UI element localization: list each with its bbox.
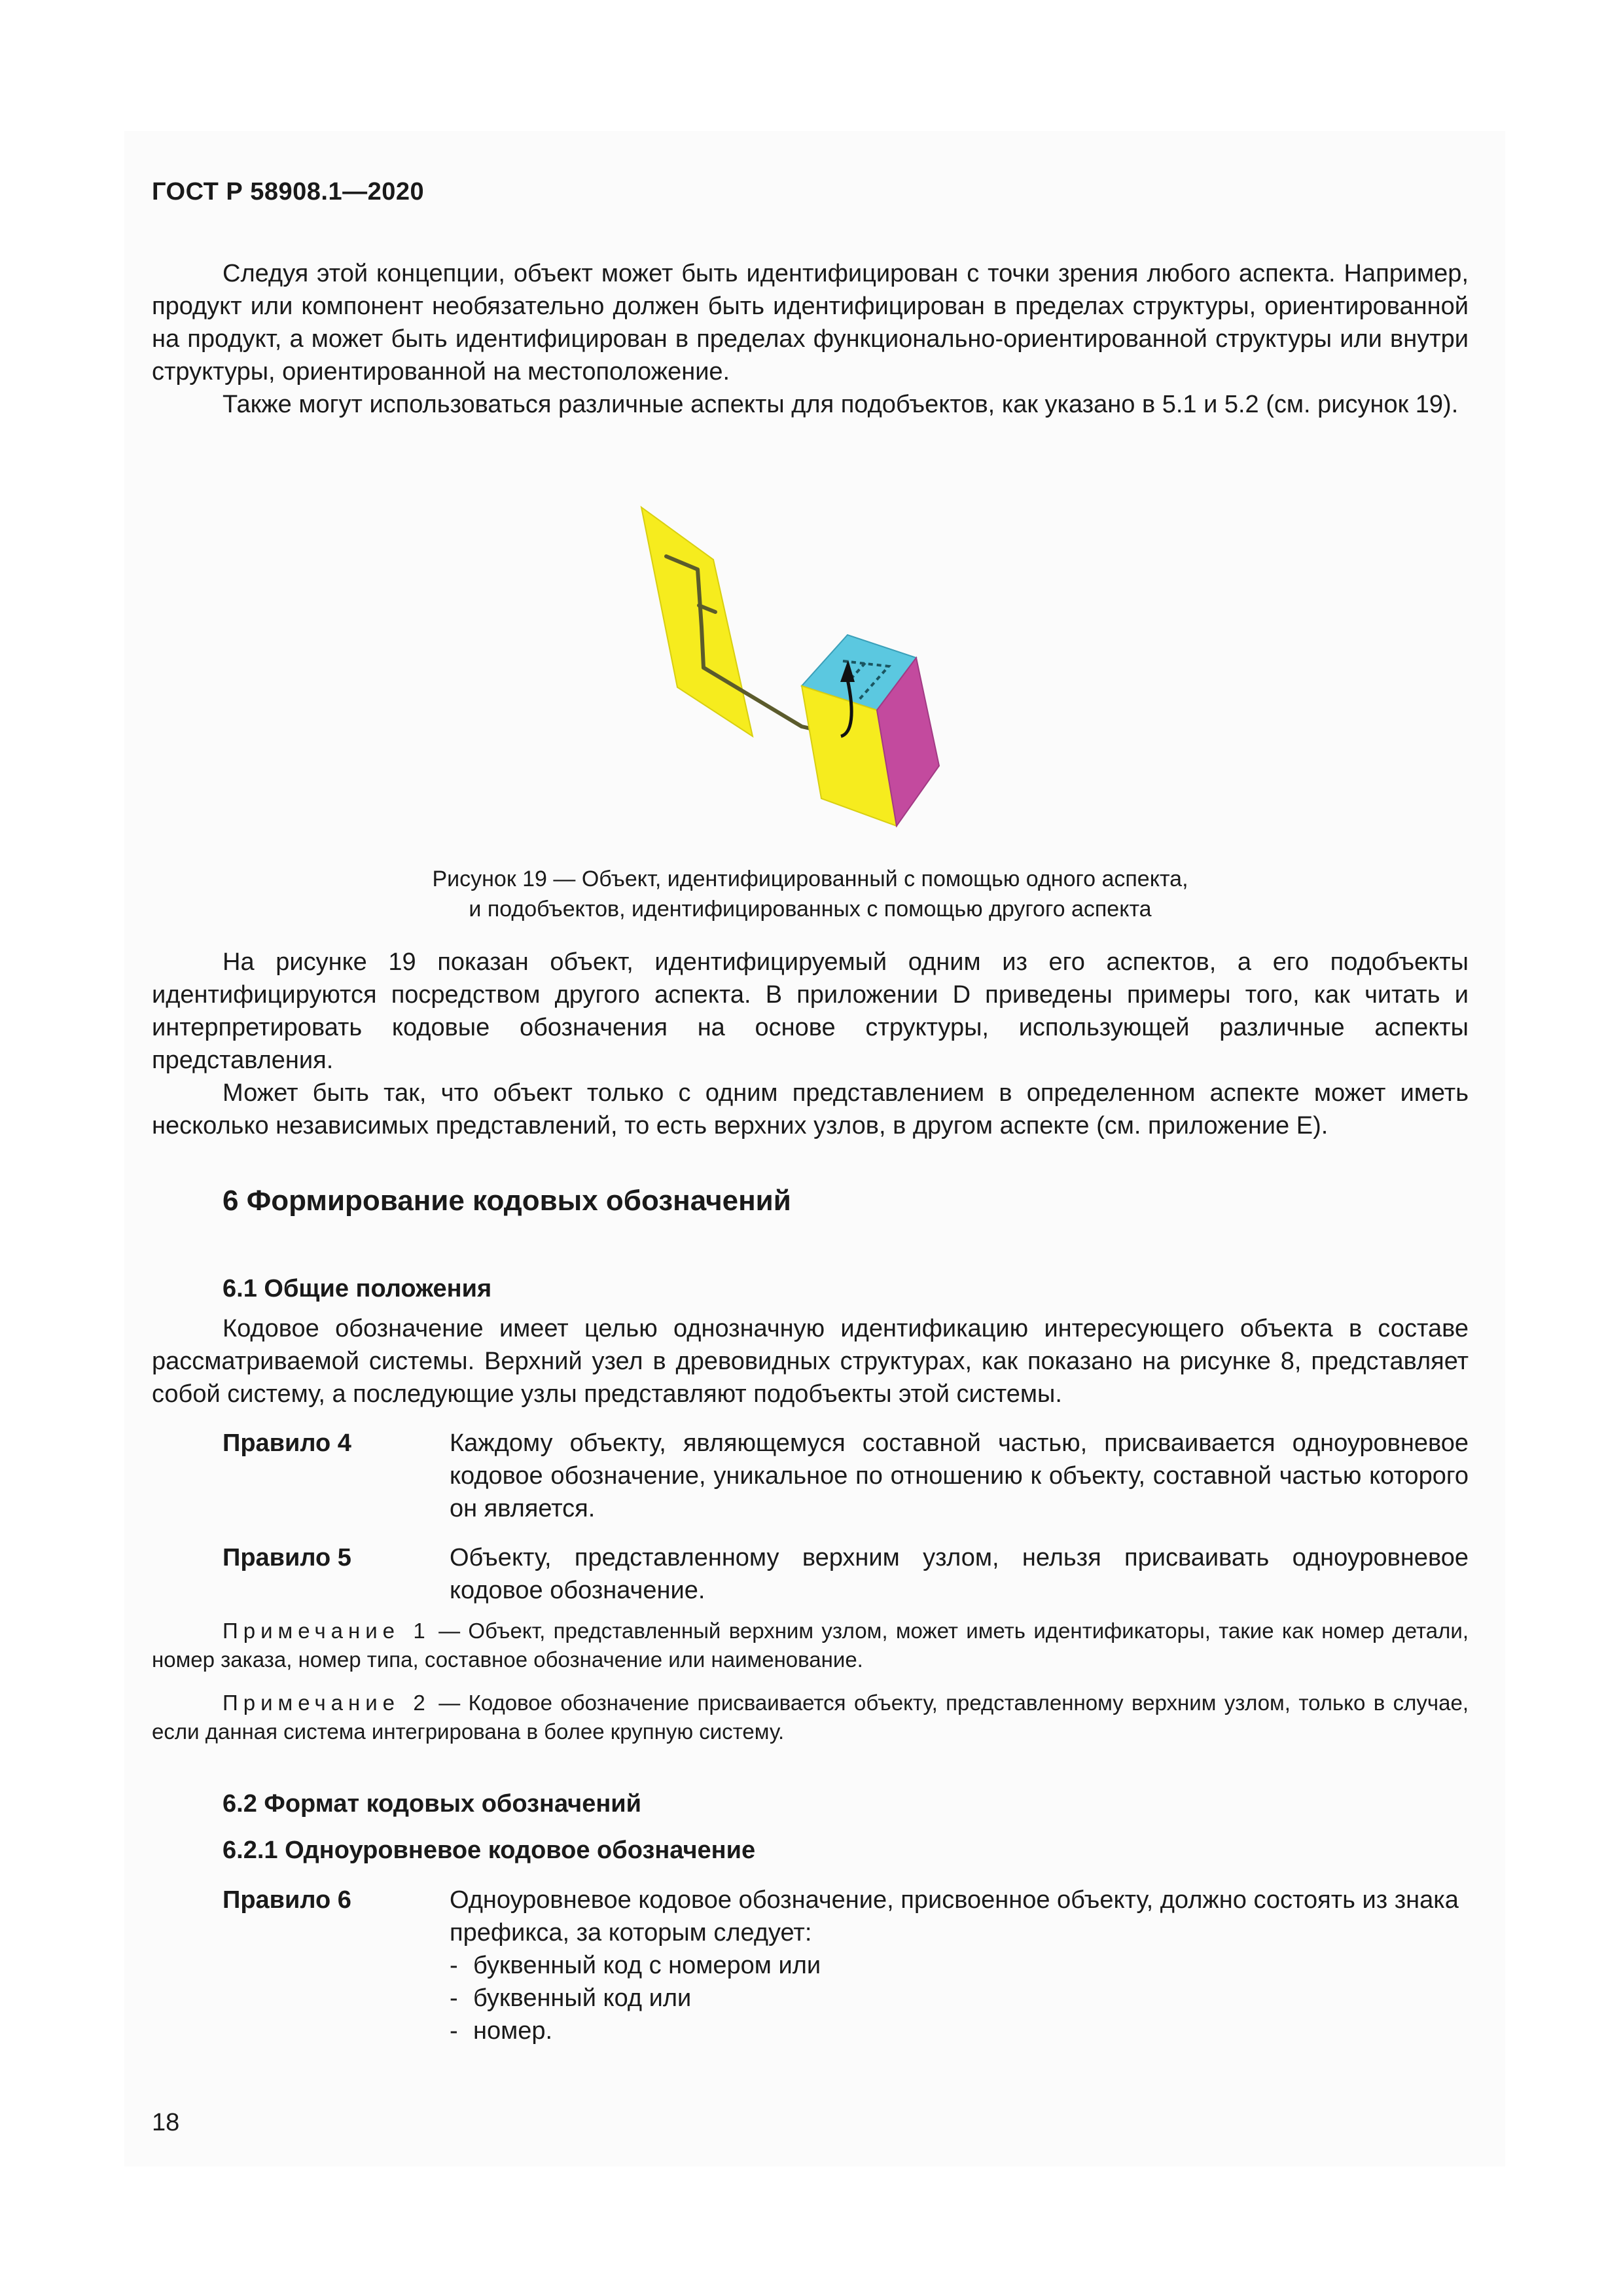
- list-item: - буквенный код или: [450, 1982, 1469, 2015]
- section-6-1-title: 6.1 Общие положения: [223, 1275, 492, 1302]
- rule-6-text: [450, 1884, 1469, 2047]
- list-item: - буквенный код с номером или: [450, 1949, 1469, 1982]
- rule-5: [223, 1541, 1469, 1607]
- note-1: [152, 1617, 1469, 1674]
- after-figure-text: [152, 946, 1469, 1142]
- after-figure-paragraph-2: Может быть так, что объект только с одним представлением в определенном аспекте может иметь несколько независимых представлений, то есть верхних узлов, в другом аспекте (см. приложение E).: [152, 1079, 1469, 1139]
- caption-line-2: и подобъектов, идентифицированных с помощью другого аспекта: [469, 897, 1152, 922]
- dash-marker: -: [450, 1984, 458, 2012]
- note-2-text: — Кодовое обозначение присваивается объекту, представленному верхним узлом, только в случае, если данная система интегрирована в более крупную систему.: [152, 1691, 1469, 1744]
- figure-19-diagram: [622, 497, 988, 864]
- rule-6-intro: Одноуровневое кодовое обозначение, присвоенное объекту, должно состоять из знака префикса, за которым следует:: [450, 1886, 1459, 1946]
- rule-6: [223, 1884, 1469, 2047]
- rule-4-text: Каждому объекту, являющемуся составной частью, присваивается одноуровневое кодовое обозначение, уникальное по отношению к объекту, составной частью которого он является.: [450, 1429, 1469, 1522]
- figure-caption: [152, 864, 1469, 924]
- intro-paragraph-1: Следуя этой концепции, объект может быть идентифицирован с точки зрения любого аспекта. Например, продукт или компонент необязательно должен быть идентифицирован в пределах структуры, ориентированной на продукт, а может быть идентифицирован в пределах функционально-ориентированной структуры или внутри структуры, ориентированной на местоположение.: [152, 260, 1469, 386]
- aspect-plane: [641, 507, 753, 736]
- list-item: - номер.: [450, 2015, 1469, 2047]
- section-6-2-1-title: 6.2.1 Одноуровневое кодовое обозначение: [223, 1837, 756, 1864]
- rule-6-label: Правило 6: [223, 1886, 351, 1914]
- rule-6-list: [450, 1949, 1469, 2047]
- document-code: ГОСТ Р 58908.1—2020: [152, 178, 425, 206]
- section-6-2-title: 6.2 Формат кодовых обозначений: [223, 1790, 642, 1818]
- section-6-1-paragraph: Кодовое обозначение имеет целью однозначную идентификацию интересующего объекта в составе рассматриваемой системы. Верхний узел в древовидных структурах, как показано на рисунке 8, представляет собой систему, а последующие узлы представляют подобъекты этой системы.: [152, 1315, 1469, 1408]
- rule-5-label: Правило 5: [223, 1544, 351, 1571]
- note-2: [152, 1689, 1469, 1746]
- intro-paragraph-2: Также могут использоваться различные аспекты для подобъектов, как указано в 5.1 и 5.2 (см. рисунок 19).: [223, 391, 1459, 418]
- rule-5-text: Объекту, представленному верхним узлом, нельзя присваивать одноуровневое кодовое обозначение.: [450, 1544, 1469, 1604]
- page-number: 18: [152, 2109, 180, 2136]
- intro-text: [152, 257, 1469, 421]
- dash-marker: -: [450, 2017, 458, 2045]
- caption-line-1: Рисунок 19 — Объект, идентифицированный с помощью одного аспекта,: [432, 867, 1188, 891]
- note-2-label: Примечание 2: [223, 1691, 431, 1715]
- section-6-1-text: [152, 1312, 1469, 1410]
- note-1-text: — Объект, представленный верхним узлом, может иметь идентификаторы, такие как номер детали, номер заказа, номер типа, составное обозначение или наименование.: [152, 1619, 1469, 1672]
- section-6-title: 6 Формирование кодовых обозначений: [223, 1185, 791, 1217]
- rule-4: [223, 1427, 1469, 1525]
- dash-marker: -: [450, 1952, 458, 1979]
- rule-4-label: Правило 4: [223, 1429, 351, 1457]
- after-figure-paragraph-1: На рисунке 19 показан объект, идентифицируемый одним из его аспектов, а его подобъекты идентифицируются посредством другого аспекта. В приложении D приведены примеры того, как читать и интерпретировать кодовые обозначения на основе структуры, использующей различные аспекты представления.: [152, 948, 1469, 1074]
- note-1-label: Примечание 1: [223, 1619, 431, 1643]
